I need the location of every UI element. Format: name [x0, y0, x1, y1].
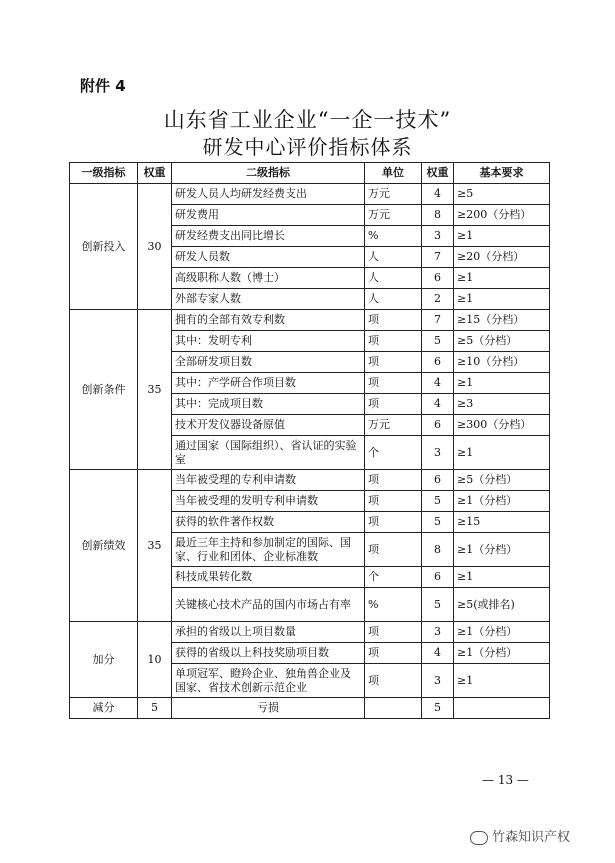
- header-primary-index: 一级指标: [70, 163, 138, 184]
- secondary-index-cell: 拥有的全部有效专利数: [172, 310, 365, 331]
- unit-cell: 万元: [365, 184, 422, 205]
- secondary-index-cell: 其中：发明专利: [172, 331, 365, 352]
- header-secondary-index: 二级指标: [172, 163, 365, 184]
- unit-cell: 项: [365, 352, 422, 373]
- secondary-index-cell: 最近三年主持和参加制定的国际、国家、行业和团体、企业标准数: [172, 533, 365, 567]
- unit-cell: 项: [365, 373, 422, 394]
- secondary-weight-cell: 4: [422, 643, 454, 664]
- secondary-weight-cell: 3: [422, 226, 454, 247]
- requirement-cell: ≥3: [454, 394, 550, 415]
- requirement-cell: ≥200（分档）: [454, 205, 550, 226]
- unit-cell: 万元: [365, 415, 422, 436]
- requirement-cell: ≥10（分档）: [454, 352, 550, 373]
- unit-cell: [365, 698, 422, 719]
- unit-cell: 项: [365, 491, 422, 512]
- secondary-index-cell: 单项冠军、瞪羚企业、独角兽企业及国家、省技术创新示范企业: [172, 664, 365, 698]
- unit-cell: 项: [365, 533, 422, 567]
- primary-weight-cell: 35: [138, 470, 172, 622]
- document-title-line1: 山东省工业企业“一企一技术”: [163, 108, 452, 132]
- requirement-cell: ≥5（分档）: [454, 331, 550, 352]
- table-row: [70, 470, 550, 491]
- secondary-index-cell: 外部专家人数: [172, 289, 365, 310]
- secondary-weight-cell: 5: [422, 331, 454, 352]
- header-basic-requirement: 基本要求: [454, 163, 550, 184]
- table-header-row: [70, 163, 550, 184]
- unit-cell: 项: [365, 331, 422, 352]
- requirement-cell: ≥300（分档）: [454, 415, 550, 436]
- unit-cell: 项: [365, 310, 422, 331]
- secondary-weight-cell: 7: [422, 247, 454, 268]
- secondary-weight-cell: 7: [422, 310, 454, 331]
- table-row: [70, 622, 550, 643]
- secondary-weight-cell: 4: [422, 373, 454, 394]
- secondary-weight-cell: 6: [422, 268, 454, 289]
- secondary-index-cell: 科技成果转化数: [172, 567, 365, 588]
- page-number: — 13 —: [482, 773, 529, 787]
- secondary-weight-cell: 6: [422, 415, 454, 436]
- unit-cell: 个: [365, 567, 422, 588]
- requirement-cell: ≥1: [454, 567, 550, 588]
- requirement-cell: ≥1: [454, 289, 550, 310]
- requirement-cell: ≥15: [454, 512, 550, 533]
- primary-index-cell: 加分: [70, 622, 138, 698]
- secondary-index-cell: 研发经费支出同比增长: [172, 226, 365, 247]
- requirement-cell: [454, 698, 550, 719]
- requirement-cell: ≥1: [454, 436, 550, 470]
- table-row: [70, 310, 550, 331]
- secondary-weight-cell: 8: [422, 205, 454, 226]
- unit-cell: 项: [365, 394, 422, 415]
- secondary-index-cell: 关键核心技术产品的国内市场占有率: [172, 588, 365, 622]
- requirement-cell: ≥1（分档）: [454, 533, 550, 567]
- requirement-cell: ≥1: [454, 268, 550, 289]
- secondary-index-cell: 承担的省级以上项目数量: [172, 622, 365, 643]
- secondary-weight-cell: 3: [422, 436, 454, 470]
- secondary-index-cell: 通过国家（国际组织）、省认证的实验室: [172, 436, 365, 470]
- secondary-weight-cell: 5: [422, 588, 454, 622]
- secondary-weight-cell: 3: [422, 664, 454, 698]
- secondary-index-cell: 亏损: [172, 698, 365, 719]
- secondary-index-cell: 技术开发仪器设备原值: [172, 415, 365, 436]
- evaluation-index-table: [69, 162, 550, 719]
- unit-cell: %: [365, 226, 422, 247]
- table-row-deduction: [70, 698, 550, 719]
- primary-index-cell: 创新绩效: [70, 470, 138, 622]
- header-unit: 单位: [365, 163, 422, 184]
- secondary-index-cell: 研发人员数: [172, 247, 365, 268]
- secondary-index-cell: 获得的软件著作权数: [172, 512, 365, 533]
- requirement-cell: ≥1（分档）: [454, 622, 550, 643]
- primary-weight-cell: 35: [138, 310, 172, 470]
- requirement-cell: ≥5（分档）: [454, 470, 550, 491]
- secondary-weight-cell: 3: [422, 622, 454, 643]
- secondary-weight-cell: 5: [422, 512, 454, 533]
- secondary-index-cell: 当年被受理的发明专利申请数: [172, 491, 365, 512]
- header-secondary-weight: 权重: [422, 163, 454, 184]
- unit-cell: %: [365, 588, 422, 622]
- requirement-cell: ≥1（分档）: [454, 643, 550, 664]
- wechat-icon: [470, 831, 488, 845]
- primary-weight-cell: 10: [138, 622, 172, 698]
- requirement-cell: ≥5(或排名): [454, 588, 550, 622]
- unit-cell: 项: [365, 664, 422, 698]
- secondary-weight-cell: 4: [422, 184, 454, 205]
- unit-cell: 项: [365, 622, 422, 643]
- primary-weight-cell: 5: [138, 698, 172, 719]
- table-body: [70, 184, 550, 719]
- secondary-weight-cell: 8: [422, 533, 454, 567]
- secondary-index-cell: 获得的省级以上科技奖励项目数: [172, 643, 365, 664]
- secondary-index-cell: 当年被受理的专利申请数: [172, 470, 365, 491]
- primary-index-cell: 创新条件: [70, 310, 138, 470]
- primary-index-cell: 创新投入: [70, 184, 138, 310]
- requirement-cell: ≥15（分档）: [454, 310, 550, 331]
- unit-cell: 项: [365, 470, 422, 491]
- primary-weight-cell: 30: [138, 184, 172, 310]
- unit-cell: 万元: [365, 205, 422, 226]
- secondary-weight-cell: 6: [422, 352, 454, 373]
- secondary-index-cell: 其中：产学研合作项目数: [172, 373, 365, 394]
- watermark: [470, 826, 570, 845]
- requirement-cell: ≥1: [454, 226, 550, 247]
- requirement-cell: ≥1: [454, 373, 550, 394]
- secondary-weight-cell: 5: [422, 491, 454, 512]
- secondary-index-cell: 其中：完成项目数: [172, 394, 365, 415]
- document-title-line2: 研发中心评价指标体系: [202, 135, 413, 159]
- unit-cell: 人: [365, 268, 422, 289]
- requirement-cell: ≥5: [454, 184, 550, 205]
- secondary-weight-cell: 2: [422, 289, 454, 310]
- secondary-weight-cell: 4: [422, 394, 454, 415]
- secondary-weight-cell: 6: [422, 470, 454, 491]
- requirement-cell: ≥20（分档）: [454, 247, 550, 268]
- unit-cell: 项: [365, 512, 422, 533]
- secondary-index-cell: 研发费用: [172, 205, 365, 226]
- requirement-cell: ≥1（分档）: [454, 491, 550, 512]
- unit-cell: 个: [365, 436, 422, 470]
- secondary-weight-cell: 5: [422, 698, 454, 719]
- unit-cell: 人: [365, 247, 422, 268]
- table-row: [70, 184, 550, 205]
- secondary-weight-cell: 6: [422, 567, 454, 588]
- primary-index-cell: 减分: [70, 698, 138, 719]
- unit-cell: 项: [365, 643, 422, 664]
- header-primary-weight: 权重: [138, 163, 172, 184]
- requirement-cell: ≥1: [454, 664, 550, 698]
- secondary-index-cell: 全部研发项目数: [172, 352, 365, 373]
- secondary-index-cell: 研发人员人均研发经费支出: [172, 184, 365, 205]
- attachment-label: 附件 4: [80, 77, 126, 95]
- watermark-text: 竹森知识产权: [492, 830, 571, 845]
- unit-cell: 人: [365, 289, 422, 310]
- secondary-index-cell: 高级职称人数（博士）: [172, 268, 365, 289]
